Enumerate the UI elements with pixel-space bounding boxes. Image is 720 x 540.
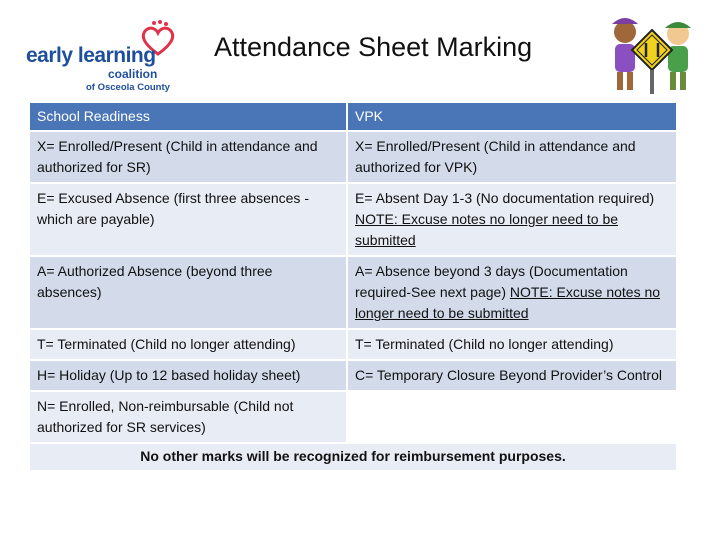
column-header-school-readiness: School Readiness: [30, 103, 348, 132]
vpk-text: E= Absent Day 1-3 (No documentation required): [355, 190, 655, 206]
sr-cell: T= Terminated (Child no longer attending): [30, 330, 348, 361]
table-row: [30, 361, 678, 392]
table-row: [30, 257, 678, 330]
attendance-table: [30, 103, 678, 472]
sr-cell: N= Enrolled, Non-reimbursable (Child not authorized for SR services): [30, 392, 348, 444]
table-row: [30, 184, 678, 257]
reimbursement-note: No other marks will be recognized for reimbursement purposes.: [30, 444, 678, 472]
vpk-text: A= Absence beyond 3 days (Documentation required-See next page): [355, 263, 628, 300]
vpk-cell-empty: [348, 392, 678, 444]
vpk-cell: [348, 184, 678, 257]
vpk-cell: T= Terminated (Child no longer attending): [348, 330, 678, 361]
column-header-vpk: VPK: [348, 103, 678, 132]
sr-cell: H= Holiday (Up to 12 based holiday sheet): [30, 361, 348, 392]
table-header-row: [30, 103, 678, 132]
sr-cell: A= Authorized Absence (beyond three absences): [30, 257, 348, 330]
sr-cell: X= Enrolled/Present (Child in attendance and authorized for SR): [30, 132, 348, 184]
elc-logo: [26, 12, 176, 97]
kids-crossing-sign-icon: [600, 10, 700, 100]
vpk-cell: C= Temporary Closure Beyond Provider’s Control: [348, 361, 678, 392]
vpk-note: NOTE: Excuse notes no longer need to be submitted: [355, 284, 661, 321]
sr-cell: E= Excused Absence (first three absences - which are payable): [30, 184, 348, 257]
vpk-cell: X= Enrolled/Present (Child in attendance and authorized for VPK): [348, 132, 678, 184]
table-footer-row: [30, 444, 678, 472]
table-row: [30, 132, 678, 184]
page-title: Attendance Sheet Marking: [214, 32, 533, 62]
logo-line1: early learning: [26, 44, 156, 67]
vpk-note: NOTE: Excuse notes no longer need to be submitted: [355, 211, 619, 248]
table-row: [30, 330, 678, 361]
logo-line2: coalition: [108, 67, 158, 81]
vpk-cell: [348, 257, 678, 330]
table-row: [30, 392, 678, 444]
logo-line3: of Osceola County: [86, 82, 170, 93]
